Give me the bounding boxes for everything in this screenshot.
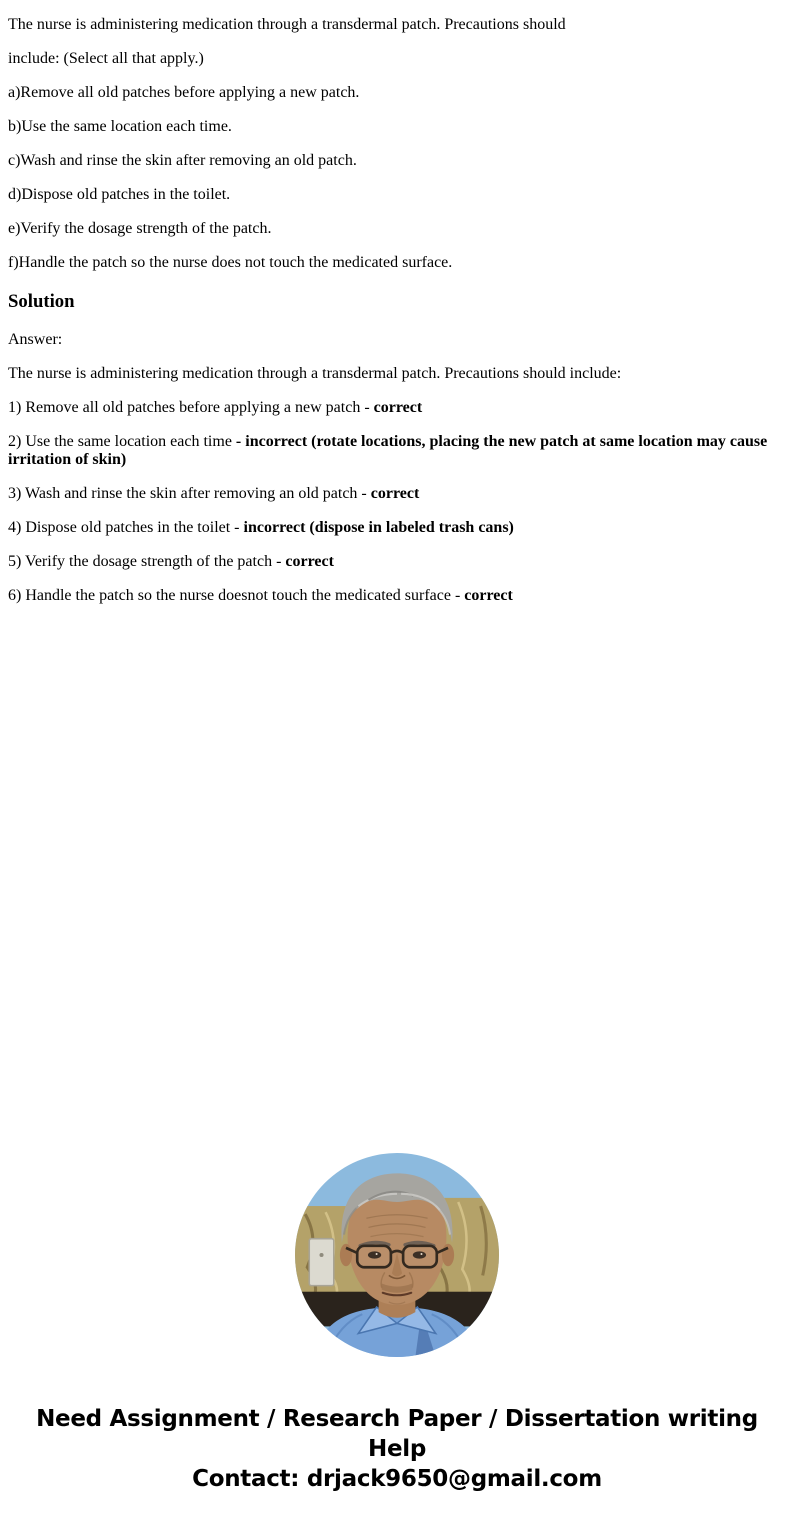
footer-contact-email: Contact: drjack9650@gmail.com [192,1466,602,1493]
answer-item-1 [8,399,786,417]
page [8,16,786,1523]
question-option-c: c)Wash and rinse the skin after removing an old patch. [8,152,357,169]
answer-item-1-text: 1) Remove all old patches before applying a new patch - [8,399,374,417]
tutor-avatar [295,1153,499,1357]
answer-item-4-verdict: incorrect (dispose in labeled trash cans) [243,519,514,537]
answer-item-3-text: 3) Wash and rinse the skin after removing an old patch - [8,485,371,503]
footer-help-text: Need Assignment / Research Paper / Dissertation writing Help [36,1406,758,1463]
answer-item-6-verdict: correct [464,587,513,605]
answer-item-3 [8,485,786,503]
answer-item-5-text: 5) Verify the dosage strength of the patch - [8,553,286,571]
question-option-e: e)Verify the dosage strength of the patch. [8,220,272,237]
answer-item-2-text: 2) Use the same location each time [8,433,236,451]
avatar-wall-panel [309,1239,333,1286]
answer-item-4-text: 4) Dispose old patches in the toilet - [8,519,244,537]
answer-restatement: The nurse is administering medication through a transdermal patch. Precautions should include: [8,365,622,383]
answer-item-3-verdict: correct [370,485,420,503]
answer-label: Answer: [8,331,63,349]
answer-item-5-verdict: correct [285,553,334,571]
solution-heading: Solution [8,290,75,312]
answer-item-4 [8,519,786,537]
answer-item-1-verdict: correct [373,399,423,417]
answer-item-2 [8,433,786,469]
question-intro-line-1: The nurse is administering medication through a transdermal patch. Precautions should [8,16,566,33]
answer-item-6 [8,587,786,605]
footer [8,1404,786,1494]
answer-item-2-verdict: - incorrect (rotate locations, placing the new patch at same location may cause irritation of skin) [8,433,768,469]
question-option-d: d)Dispose old patches in the toilet. [8,186,231,203]
question-option-f: f)Handle the patch so the nurse does not touch the medicated surface. [8,254,453,271]
tutor-portrait-image [295,1153,499,1357]
question-option-b: b)Use the same location each time. [8,118,232,135]
answer-item-5 [8,553,786,571]
question-option-a: a)Remove all old patches before applying a new patch. [8,84,360,101]
question-intro-line-2: include: (Select all that apply.) [8,50,204,67]
answer-item-6-text: 6) Handle the patch so the nurse doesnot touch the medicated surface - [8,587,465,605]
